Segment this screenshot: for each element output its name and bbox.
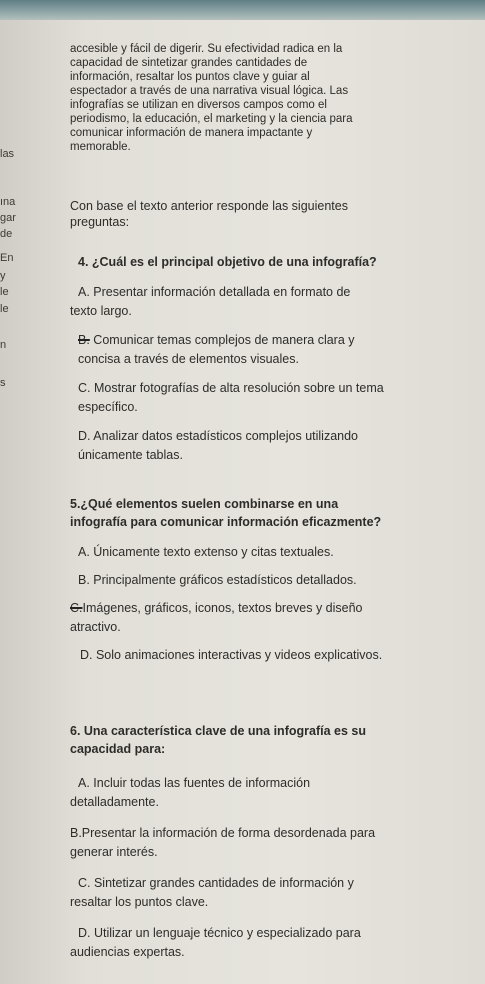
margin-fragment: gar: [0, 212, 16, 224]
question-title: 5.¿Qué elementos suelen combinarse en una: [70, 497, 339, 511]
question-title: 6. Una característica clave de una infografía es su: [70, 724, 366, 738]
option-c[interactable]: C. Mostrar fotografías de alta resolución sobre un tema específico.: [78, 381, 384, 414]
intro-line: capacidad de sintetizar grandes cantidades de: [70, 57, 308, 69]
intro-line: infografías se utilizan en diversos campos como el: [70, 99, 327, 111]
question-title: 4. ¿Cuál es el principal objetivo de una infografía?: [78, 255, 377, 269]
intro-line: información, resaltar los puntos clave y guiar al: [70, 71, 310, 83]
margin-fragment: En: [0, 252, 14, 264]
option-b[interactable]: B.Presentar la información de forma desordenada para generar interés.: [70, 826, 376, 859]
question-6: 6. Una característica clave de una infografía es su capacidad para: A. Incluir todas las fuentes de información detalladamente. B.Presentar la información de forma desordenada para generar interés. C. Sintetizar grandes cantidades de información y resaltar los puntos clave. D. Utilizar un lenguaje técnico y especializado para audiencias expertas.: [70, 722, 471, 962]
option-a[interactable]: A. Presentar información detallada en formato de texto largo.: [70, 285, 351, 318]
option-b-selected[interactable]: B. Comunicar temas complejos de manera clara y concisa a través de elementos visuales.: [78, 333, 355, 366]
intro-line: comunicar información de manera impactante y: [70, 127, 313, 139]
option-d[interactable]: D. Utilizar un lenguaje técnico y especializado para audiencias expertas.: [70, 926, 361, 959]
intro-line: accesible y fácil de digerir. Su efectividad radica en la: [70, 43, 343, 55]
margin-fragment: de: [0, 228, 13, 240]
margin-fragment: ına: [0, 196, 16, 208]
option-b[interactable]: B. Principalmente gráficos estadísticos detallados.: [78, 573, 357, 587]
instruction: Con base el texto anterior responde las siguientes preguntas:: [70, 199, 348, 229]
option-d[interactable]: D. Solo animaciones interactivas y videos explicativos.: [80, 648, 383, 662]
option-a[interactable]: A. Únicamente texto extenso y citas textuales.: [78, 545, 334, 559]
intro-line: periodismo, la educación, el marketing y la ciencia para: [70, 113, 353, 125]
intro-paragraph: [70, 42, 471, 154]
option-c[interactable]: C. Sintetizar grandes cantidades de información y resaltar los puntos clave.: [70, 876, 354, 909]
option-c-selected[interactable]: C.Imágenes, gráficos, iconos, textos breves y diseño atractivo.: [70, 601, 363, 634]
worksheet-page: [0, 20, 485, 984]
margin-fragment: y: [0, 270, 6, 282]
intro-line: memorable.: [70, 141, 131, 153]
margin-fragment: le: [0, 303, 9, 315]
option-d[interactable]: D. Analizar datos estadísticos complejos utilizando únicamente tablas.: [78, 429, 359, 462]
margin-fragment: s: [0, 377, 6, 389]
answer-mark: B.: [78, 333, 90, 347]
answer-mark: C.: [70, 601, 83, 615]
question-4: [70, 253, 471, 465]
margin-fragment: las: [0, 148, 15, 160]
question-5: 5.¿Qué elementos suelen combinarse en una infografía para comunicar información eficazmente? A. Únicamente texto extenso y citas textuales. B. Principalmente gráficos estadísticos detallados. C.Imágenes, gráficos, iconos, textos breves y diseño atractivo. D. Solo animaciones interactivas y videos explicativos.: [70, 495, 471, 665]
margin-fragment: n: [0, 339, 7, 351]
intro-line: espectador a través de una narrativa visual lógica. Las: [70, 85, 349, 97]
margin-fragment: le: [0, 286, 9, 298]
option-a[interactable]: A. Incluir todas las fuentes de información detalladamente.: [70, 776, 311, 809]
